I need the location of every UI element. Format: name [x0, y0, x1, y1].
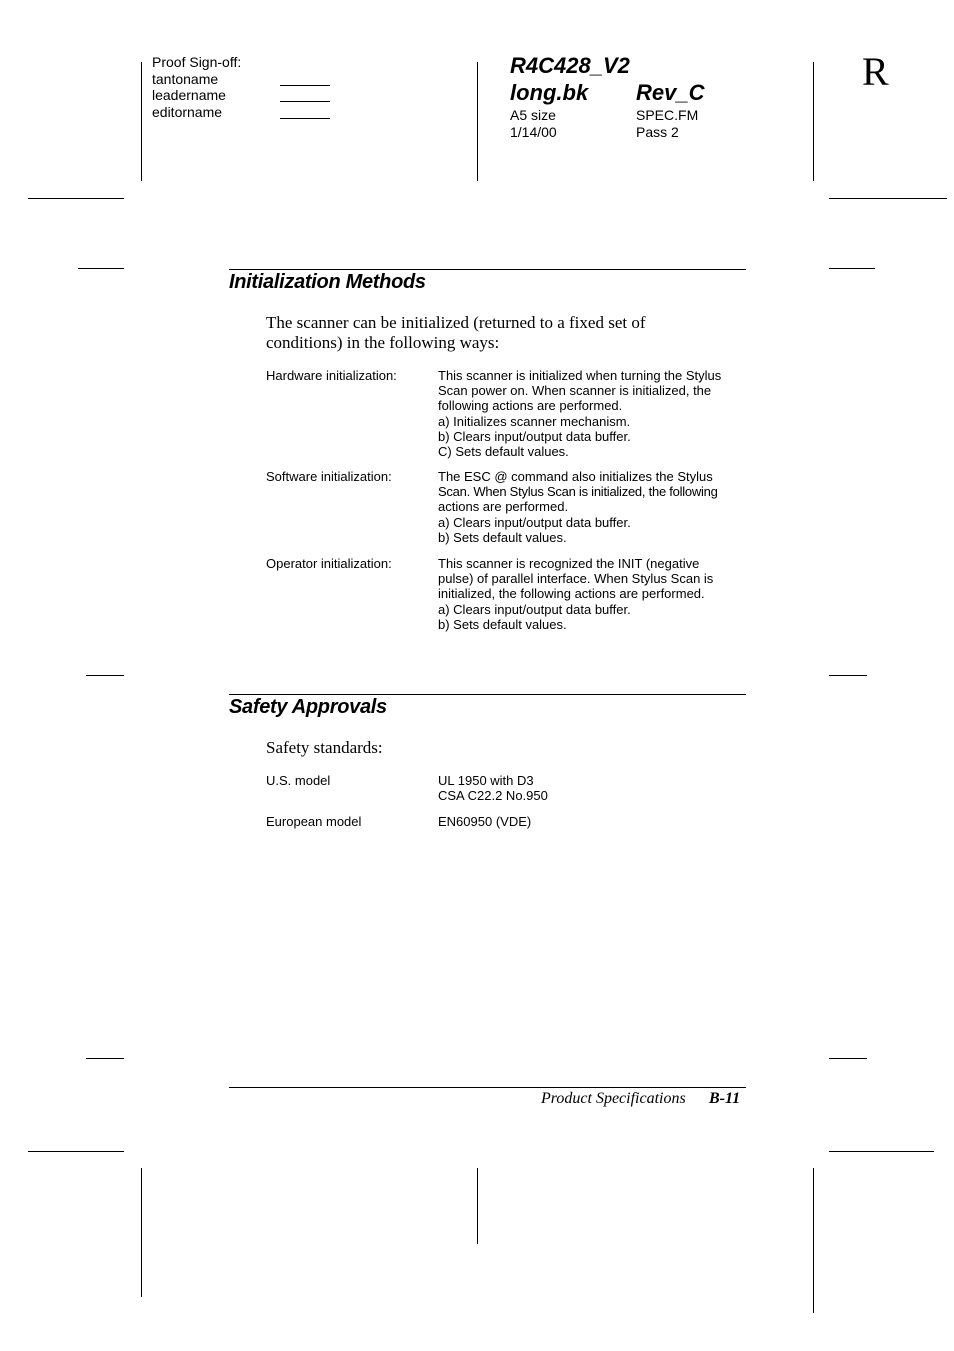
- doc-file: SPEC.FM: [636, 107, 699, 123]
- doc-date: 1/14/00: [510, 123, 557, 140]
- spec-line: C) Sets default values.: [438, 444, 569, 460]
- spec-line: UL 1950 with D3: [438, 773, 534, 788]
- spec-description: [438, 368, 738, 459]
- crop-mark: [141, 1168, 142, 1297]
- signature-blank: [280, 118, 330, 119]
- spec-line: a) Initializes scanner mechanism.: [438, 413, 631, 429]
- signature-blank: [280, 101, 330, 102]
- crop-mark: [28, 1151, 124, 1152]
- page-number: B-11: [709, 1090, 741, 1107]
- spec-line: b) Sets default values.: [438, 616, 567, 632]
- spec-line: actions are performed.: [438, 499, 569, 515]
- spec-description: [438, 469, 738, 545]
- spec-line: following actions are performed.: [438, 398, 623, 414]
- intro-line: The scanner can be initialized (returned to a fixed set of: [266, 313, 646, 332]
- section-heading-initialization: Initialization Methods: [229, 271, 426, 293]
- spec-description: [438, 556, 738, 632]
- corner-mark: R: [862, 49, 889, 94]
- spec-line: This scanner is recognized the INIT (negative: [438, 556, 700, 571]
- proof-name: editorname: [152, 103, 223, 120]
- spec-description: [438, 814, 738, 829]
- spec-line: Scan. When Stylus Scan is initialized, the following: [438, 484, 718, 500]
- signature-blank: [280, 85, 330, 86]
- section-heading-safety: Safety Approvals: [229, 696, 387, 718]
- crop-mark: [829, 268, 875, 269]
- spec-line: This scanner is initialized when turning the Stylus: [438, 368, 722, 383]
- spec-label: Hardware initialization:: [266, 368, 397, 383]
- safety-intro: Safety standards:: [266, 738, 383, 757]
- section-rule: [229, 269, 746, 270]
- proof-name: tantoname: [152, 70, 219, 87]
- crop-mark: [78, 268, 124, 269]
- spec-label: European model: [266, 814, 362, 829]
- doc-meta-right: [636, 107, 698, 140]
- spec-line: a) Clears input/output data buffer.: [438, 514, 631, 530]
- init-intro: [266, 313, 736, 353]
- crop-mark: [813, 1168, 814, 1313]
- spec-line: Scan power on. When scanner is initialized, the: [438, 383, 712, 399]
- crop-mark: [86, 1058, 124, 1059]
- footer-rule: [229, 1087, 746, 1088]
- doc-size: A5 size: [510, 107, 556, 123]
- doc-title-line1: R4C428_V2: [510, 53, 630, 78]
- intro-line: conditions) in the following ways:: [266, 333, 500, 352]
- proof-title: Proof Sign-off:: [152, 54, 242, 70]
- spec-label: Software initialization:: [266, 469, 392, 484]
- footer-section: Product Specifications: [541, 1090, 686, 1107]
- doc-pass: Pass 2: [636, 123, 679, 140]
- doc-meta-left: [510, 107, 557, 140]
- crop-mark: [829, 675, 867, 676]
- crop-mark: [829, 1058, 867, 1059]
- crop-mark: [141, 62, 142, 181]
- spec-line: initialized, the following actions are performed.: [438, 586, 705, 602]
- spec-line: EN60950 (VDE): [438, 814, 532, 829]
- crop-mark: [829, 1151, 934, 1152]
- spec-line: b) Clears input/output data buffer.: [438, 428, 631, 444]
- spec-line: CSA C22.2 No.950: [438, 788, 548, 804]
- spec-description: [438, 773, 738, 803]
- crop-mark: [86, 675, 124, 676]
- proof-signoff: [152, 54, 241, 120]
- section-rule: [229, 694, 746, 695]
- crop-mark: [829, 198, 947, 199]
- doc-revision: Rev_C: [636, 80, 705, 105]
- doc-title: [510, 52, 630, 106]
- spec-label: Operator initialization:: [266, 556, 392, 571]
- crop-mark: [477, 62, 478, 181]
- spec-line: b) Sets default values.: [438, 529, 567, 545]
- doc-title-line2: long.bk: [510, 80, 589, 105]
- spec-line: pulse) of parallel interface. When Stylus Scan is: [438, 571, 714, 587]
- proof-name: leadername: [152, 87, 226, 103]
- crop-mark: [28, 198, 124, 199]
- spec-line: a) Clears input/output data buffer.: [438, 601, 631, 617]
- crop-mark: [477, 1168, 478, 1244]
- spec-line: The ESC @ command also initializes the Stylus: [438, 469, 713, 484]
- spec-label: U.S. model: [266, 773, 331, 788]
- crop-mark: [813, 62, 814, 181]
